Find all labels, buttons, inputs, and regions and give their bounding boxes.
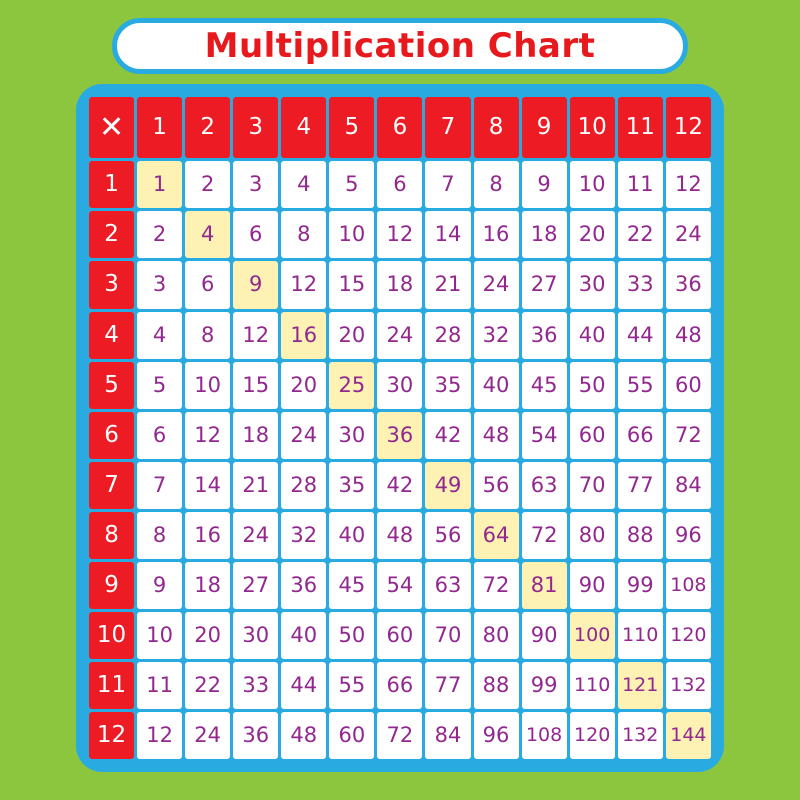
table-row [89,612,711,659]
row-header-2: 2 [89,211,134,258]
cell-7x11: 77 [618,462,663,509]
table-row [89,712,711,759]
multiply-symbol-icon: ✕ [89,97,134,158]
cell-5x3: 15 [233,362,278,409]
cell-10x3: 30 [233,612,278,659]
cell-2x9: 18 [522,211,567,258]
cell-3x3: 9 [233,261,278,308]
cell-9x6: 54 [377,562,422,609]
column-header-2: 2 [185,97,230,158]
cell-12x10: 120 [570,712,615,759]
cell-5x2: 10 [185,362,230,409]
cell-8x6: 48 [377,512,422,559]
row-header-10: 10 [89,612,134,659]
row-header-11: 11 [89,662,134,709]
row-header-12: 12 [89,712,134,759]
table-row [89,512,711,559]
cell-11x3: 33 [233,662,278,709]
cell-8x1: 8 [137,512,182,559]
cell-11x6: 66 [377,662,422,709]
cell-3x9: 27 [522,261,567,308]
cell-12x1: 12 [137,712,182,759]
cell-6x11: 66 [618,412,663,459]
cell-9x7: 63 [425,562,470,609]
row-header-4: 4 [89,312,134,359]
cell-4x8: 32 [474,312,519,359]
column-header-8: 8 [474,97,519,158]
cell-2x2: 4 [185,211,230,258]
cell-1x6: 6 [377,161,422,208]
cell-3x7: 21 [425,261,470,308]
cell-10x6: 60 [377,612,422,659]
cell-6x7: 42 [425,412,470,459]
cell-11x5: 55 [329,662,374,709]
cell-7x2: 14 [185,462,230,509]
cell-2x4: 8 [281,211,326,258]
multiplication-table [86,94,714,762]
cell-11x4: 44 [281,662,326,709]
cell-12x11: 132 [618,712,663,759]
cell-9x9: 81 [522,562,567,609]
cell-12x3: 36 [233,712,278,759]
cell-2x7: 14 [425,211,470,258]
cell-5x9: 45 [522,362,567,409]
cell-7x10: 70 [570,462,615,509]
cell-11x1: 11 [137,662,182,709]
cell-3x11: 33 [618,261,663,308]
cell-7x4: 28 [281,462,326,509]
cell-11x10: 110 [570,662,615,709]
cell-9x3: 27 [233,562,278,609]
cell-8x11: 88 [618,512,663,559]
column-header-4: 4 [281,97,326,158]
cell-7x5: 35 [329,462,374,509]
table-header-row [89,97,711,158]
cell-10x8: 80 [474,612,519,659]
cell-9x2: 18 [185,562,230,609]
column-header-3: 3 [233,97,278,158]
cell-9x8: 72 [474,562,519,609]
table-body [89,97,711,759]
cell-5x8: 40 [474,362,519,409]
cell-4x5: 20 [329,312,374,359]
column-header-7: 7 [425,97,470,158]
cell-10x10: 100 [570,612,615,659]
cell-11x7: 77 [425,662,470,709]
row-header-1: 1 [89,161,134,208]
cell-5x7: 35 [425,362,470,409]
cell-10x4: 40 [281,612,326,659]
cell-10x7: 70 [425,612,470,659]
row-header-7: 7 [89,462,134,509]
cell-7x9: 63 [522,462,567,509]
cell-12x9: 108 [522,712,567,759]
cell-6x8: 48 [474,412,519,459]
cell-11x8: 88 [474,662,519,709]
cell-6x2: 12 [185,412,230,459]
title-banner [112,18,688,74]
cell-3x6: 18 [377,261,422,308]
cell-4x10: 40 [570,312,615,359]
cell-4x9: 36 [522,312,567,359]
cell-4x7: 28 [425,312,470,359]
cell-6x5: 30 [329,412,374,459]
cell-8x8: 64 [474,512,519,559]
cell-7x3: 21 [233,462,278,509]
cell-12x2: 24 [185,712,230,759]
cell-6x6: 36 [377,412,422,459]
cell-9x4: 36 [281,562,326,609]
table-row [89,211,711,258]
cell-4x1: 4 [137,312,182,359]
cell-7x8: 56 [474,462,519,509]
cell-2x3: 6 [233,211,278,258]
cell-1x10: 10 [570,161,615,208]
cell-4x3: 12 [233,312,278,359]
cell-7x12: 84 [666,462,711,509]
cell-7x7: 49 [425,462,470,509]
cell-11x12: 132 [666,662,711,709]
cell-9x10: 90 [570,562,615,609]
column-header-9: 9 [522,97,567,158]
cell-5x11: 55 [618,362,663,409]
cell-8x12: 96 [666,512,711,559]
cell-3x10: 30 [570,261,615,308]
cell-2x11: 22 [618,211,663,258]
cell-8x9: 72 [522,512,567,559]
cell-6x1: 6 [137,412,182,459]
cell-2x6: 12 [377,211,422,258]
cell-5x1: 5 [137,362,182,409]
cell-8x4: 32 [281,512,326,559]
column-header-12: 12 [666,97,711,158]
cell-2x1: 2 [137,211,182,258]
cell-1x1: 1 [137,161,182,208]
cell-1x7: 7 [425,161,470,208]
cell-1x3: 3 [233,161,278,208]
cell-4x11: 44 [618,312,663,359]
table-row [89,312,711,359]
cell-8x10: 80 [570,512,615,559]
table-row [89,462,711,509]
cell-3x2: 6 [185,261,230,308]
cell-6x10: 60 [570,412,615,459]
cell-1x2: 2 [185,161,230,208]
cell-2x5: 10 [329,211,374,258]
row-header-6: 6 [89,412,134,459]
cell-12x8: 96 [474,712,519,759]
cell-8x7: 56 [425,512,470,559]
cell-3x5: 15 [329,261,374,308]
cell-10x1: 10 [137,612,182,659]
cell-7x1: 7 [137,462,182,509]
cell-8x5: 40 [329,512,374,559]
cell-5x12: 60 [666,362,711,409]
cell-11x9: 99 [522,662,567,709]
table-row [89,161,711,208]
cell-9x12: 108 [666,562,711,609]
cell-4x12: 48 [666,312,711,359]
row-header-3: 3 [89,261,134,308]
cell-2x12: 24 [666,211,711,258]
row-header-8: 8 [89,512,134,559]
cell-5x5: 25 [329,362,374,409]
row-header-5: 5 [89,362,134,409]
table-row [89,362,711,409]
column-header-1: 1 [137,97,182,158]
cell-1x5: 5 [329,161,374,208]
cell-5x4: 20 [281,362,326,409]
cell-7x6: 42 [377,462,422,509]
page-title: Multiplication Chart [204,26,596,66]
cell-6x3: 18 [233,412,278,459]
cell-10x9: 90 [522,612,567,659]
cell-12x7: 84 [425,712,470,759]
cell-4x2: 8 [185,312,230,359]
column-header-6: 6 [377,97,422,158]
cell-6x12: 72 [666,412,711,459]
column-header-5: 5 [329,97,374,158]
row-header-9: 9 [89,562,134,609]
cell-5x10: 50 [570,362,615,409]
cell-6x9: 54 [522,412,567,459]
cell-4x4: 16 [281,312,326,359]
cell-9x5: 45 [329,562,374,609]
column-header-11: 11 [618,97,663,158]
cell-9x1: 9 [137,562,182,609]
multiplication-chart-card [76,84,724,772]
cell-3x8: 24 [474,261,519,308]
cell-12x6: 72 [377,712,422,759]
table-row [89,662,711,709]
cell-10x2: 20 [185,612,230,659]
multiplication-grid [86,94,714,762]
cell-12x12: 144 [666,712,711,759]
cell-10x12: 120 [666,612,711,659]
cell-11x11: 121 [618,662,663,709]
cell-1x12: 12 [666,161,711,208]
cell-3x12: 36 [666,261,711,308]
cell-1x9: 9 [522,161,567,208]
cell-3x1: 3 [137,261,182,308]
cell-3x4: 12 [281,261,326,308]
cell-1x4: 4 [281,161,326,208]
cell-10x11: 110 [618,612,663,659]
cell-12x4: 48 [281,712,326,759]
cell-5x6: 30 [377,362,422,409]
table-row [89,562,711,609]
table-row [89,412,711,459]
cell-9x11: 99 [618,562,663,609]
cell-2x10: 20 [570,211,615,258]
cell-1x8: 8 [474,161,519,208]
cell-1x11: 11 [618,161,663,208]
cell-8x2: 16 [185,512,230,559]
cell-11x2: 22 [185,662,230,709]
cell-12x5: 60 [329,712,374,759]
cell-2x8: 16 [474,211,519,258]
cell-10x5: 50 [329,612,374,659]
cell-8x3: 24 [233,512,278,559]
cell-6x4: 24 [281,412,326,459]
table-row [89,261,711,308]
cell-4x6: 24 [377,312,422,359]
column-header-10: 10 [570,97,615,158]
